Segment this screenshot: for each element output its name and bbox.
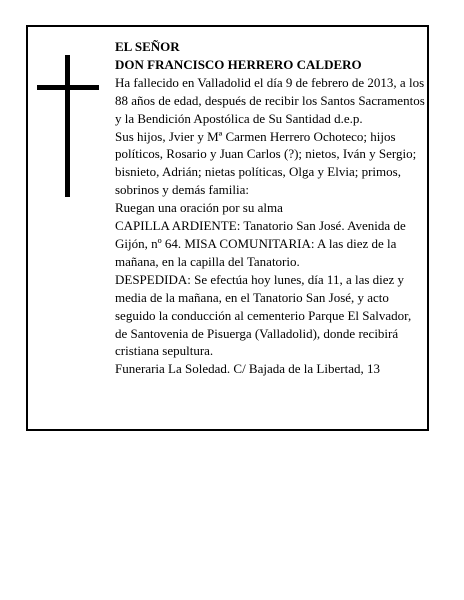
deceased-name: DON FRANCISCO HERRERO CALDERO: [115, 56, 362, 72]
notice-title: EL SEÑOR: [115, 39, 180, 54]
prayer-request: Ruegan una oración por su alma: [115, 200, 283, 216]
cross-icon: [37, 55, 99, 197]
cross-vertical-bar: [65, 55, 70, 197]
death-announcement: Ha fallecido en Valladolid el día 9 de febrero de 2013, a los 88 años de edad, después de recibir los Santos Sacramentos y la Bendición Apostólica de Su Santidad d.e.p.: [115, 74, 425, 126]
funeral-home-info: Funeraria La Soledad. C/ Bajada de la Libertad, 13: [115, 361, 380, 377]
farewell-info: DESPEDIDA: Se efectúa hoy lunes, día 11, a las diez y media de la mañana, en el Tanatorio San José, y acto seguido la conducción al cementerio Parque El Salvador, de Santovenia de Pisuerga (Valladolid), donde recibirá cristiana sepultura.: [115, 271, 412, 359]
family-list: Sus hijos, Jvier y Mª Carmen Herrero Ochoteco; hijos políticos, Rosario y Juan Carlos (?); nietos, Iván y Sergio; bisnieto, Adrián; nietas políticas, Olga y Elvia; primos, sobrinos y demás familia:: [115, 128, 417, 198]
funeral-chapel-info: CAPILLA ARDIENTE: Tanatorio San José. Avenida de Gijón, nº 64. MISA COMUNITARIA: A las diez de la mañana, en la capilla del Tanatorio.: [115, 218, 406, 269]
obituary-text: [115, 38, 425, 378]
cross-horizontal-bar: [37, 85, 99, 90]
